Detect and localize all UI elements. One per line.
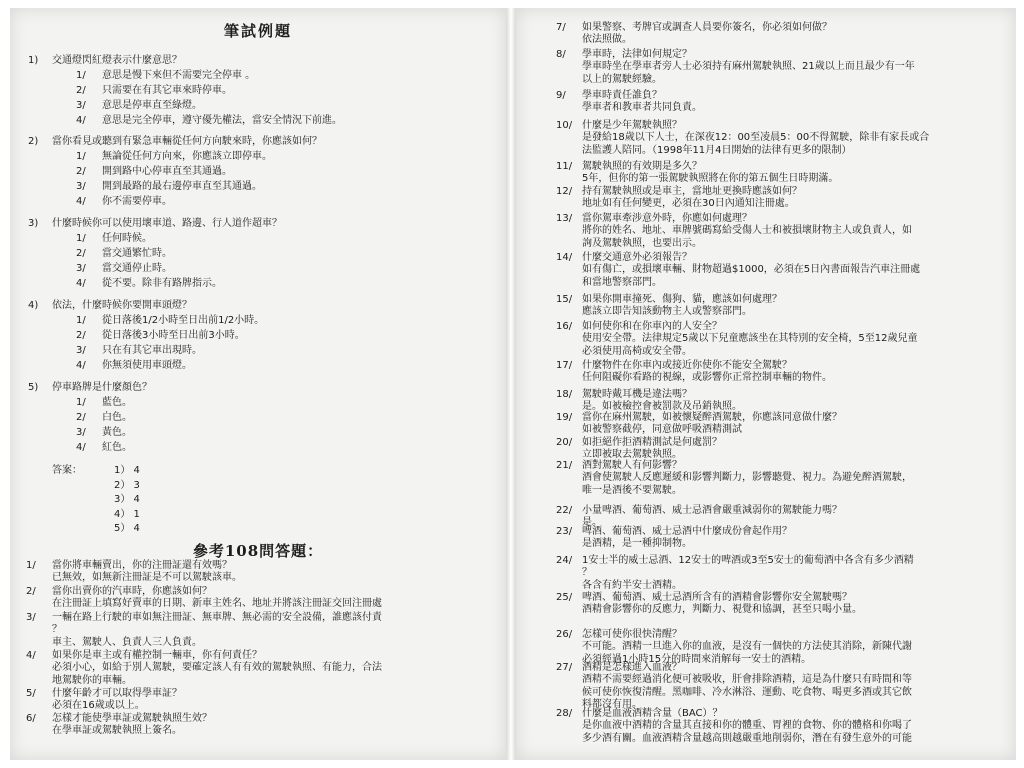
answer-row: 3） 4 — [114, 494, 140, 505]
answer-text: 和當地警察部門。 — [582, 276, 662, 288]
answer-text: 必須在16歲或以上。 — [52, 700, 145, 712]
option-number: 3/ — [76, 100, 86, 111]
answer-text: 車主、駕駛人、負責人三人負責。 — [52, 636, 202, 648]
question-number: 11/ — [556, 161, 573, 172]
question-number: 19/ — [556, 412, 573, 423]
question-number: 15/ — [556, 294, 573, 305]
answer-text: 地駕駛你的車輛。 — [52, 674, 132, 686]
option-number: 3/ — [76, 345, 86, 356]
question-text: 學車時，法律如何規定？ — [582, 49, 692, 60]
answer-text: 是你血液中酒精的含量其直接和你的體重、胃裡的食物、你的體格和你喝了 — [582, 720, 912, 732]
option-text: 開到最路的最右邊停車直至其通過。 — [102, 181, 262, 192]
answer-text: 使用安全帶。法律規定5歲以下兒童應該坐在其特別的安全椅，5至12歲兒童 — [582, 333, 918, 345]
answer-text: 候可使你恢復清醒。黑咖啡、冷水淋浴、運動、吃食物、喝更多酒或其它飲 — [582, 686, 912, 698]
answer-text: 5年，但你的第一張駕駛執照將在你的第五個生日時期滿。 — [582, 173, 839, 185]
question-block — [10, 298, 506, 373]
answer-text: 是酒精，是一種抑制物。 — [582, 538, 692, 550]
answer-text: 是發給18歲以下人士，在深夜12：00至凌晨5：00不得駕駛，除非有家長或合 — [582, 132, 930, 144]
page-title: 筆試例題 — [223, 22, 292, 40]
option-text: 意思是停車直至綠燈。 — [102, 100, 202, 111]
option-text: 只需要在有其它車來時停車。 — [102, 85, 232, 96]
question-text: 當你出賣你的汽車時，你應該如何？ — [52, 586, 212, 597]
answer-text: 多少酒有關。血液酒精含量越高則越嚴重地削弱你，潛在有發生意外的可能 — [582, 732, 912, 744]
answer-text: 酒精不需要經過消化便可被吸收，肝會排除酒精，這是為什麼只有時間和等 — [582, 674, 912, 686]
answer-text: 法監護人陪同。（1998年11月4日開始的法律有更多的限制） — [582, 144, 852, 156]
option-number: 4/ — [76, 196, 86, 207]
question-number: 6/ — [26, 713, 36, 724]
question-text: 依法，什麼時候你要開車頭燈？ — [52, 300, 192, 311]
question-number: 13/ — [556, 213, 573, 224]
question-number: 12/ — [556, 186, 573, 197]
option-number: 2/ — [76, 248, 86, 259]
answer-text: 依法照做。 — [582, 34, 632, 46]
question-number: 1) — [28, 55, 39, 66]
question-number: 5/ — [26, 688, 36, 699]
option-text: 當交通繁忙時。 — [102, 248, 172, 259]
question-text: 學車時責任誰負？ — [582, 90, 662, 101]
question-text: 駕駛時戴耳機是違法嗎？ — [582, 389, 692, 400]
option-text: 黃色。 — [102, 427, 132, 438]
answer-row: 5） 4 — [114, 523, 140, 534]
answer-row: 1） 4 — [114, 465, 140, 476]
answer-text: 不可能。酒精一旦進入你的血液，是沒有一個快的方法使其消除，新陳代謝 — [582, 641, 912, 653]
question-block — [10, 134, 506, 209]
question-number: 3) — [28, 218, 39, 229]
question-text: 酒對駕駛人有何影響？ — [582, 460, 682, 471]
question-text: 如果警察、考牌官或調查人員要你簽名，你必須如何做？ — [582, 22, 832, 33]
reference-title: 參考108問答題： — [192, 542, 324, 560]
question-text: 當你看見或聽到有緊急車輛從任何方向駛來時，你應該如何？ — [52, 136, 322, 147]
option-text: 從日落後3小時至日出前3小時。 — [102, 330, 245, 341]
option-text: 從不要。除非有路牌指示。 — [102, 278, 222, 289]
question-text: 1安士半的威士忌酒、12安士的啤酒或3至5安士的葡萄酒中各含有多少酒精 — [582, 555, 914, 566]
answer-text: 應該立即告知該動物主人或警察部門。 — [582, 306, 752, 318]
question-text: 如拒絕作拒酒精測試是何處罰？ — [582, 437, 722, 448]
option-text: 當交通停止時。 — [102, 263, 172, 274]
question-block — [10, 216, 506, 291]
option-number: 4/ — [76, 115, 86, 126]
answer-text: 酒會使駕駛人反應遲緩和影響判斷力，影響聽覺、視力。為避免醉酒駕駛， — [582, 472, 912, 484]
answer-text: ？ — [52, 624, 62, 636]
question-number: 1/ — [26, 560, 36, 571]
answer-text: 地址如有任何變更，必須在30日內通知注冊處。 — [582, 198, 795, 210]
option-text: 開到路中心停車直至其通過。 — [102, 166, 232, 177]
answer-text: 學車時坐在學車者旁人士必須持有麻州駕駛執照、21歲以上而且最少有一年 — [582, 61, 915, 73]
question-number: 10/ — [556, 120, 573, 131]
option-text: 意思是完全停車，遵守優先權法，當安全情況下前進。 — [102, 115, 342, 126]
question-text: 如果你開車撞死、傷狗、貓，應該如何處理？ — [582, 294, 782, 305]
option-number: 1/ — [76, 70, 86, 81]
option-text: 只在有其它車出現時。 — [102, 345, 202, 356]
question-text: 什麼年齡才可以取得學車証？ — [52, 688, 182, 699]
question-number: 4/ — [26, 650, 36, 661]
question-text: 一輛在路上行駛的車如無注冊証、無車牌、無必需的安全設備，誰應該付責 — [52, 612, 382, 623]
question-number: 7/ — [556, 22, 566, 33]
question-text: 如何使你和在你車內的人安全？ — [582, 321, 722, 332]
answer-text: 唯一是酒後不要駕駛。 — [582, 484, 682, 496]
book-gutter — [506, 8, 516, 760]
left-page — [10, 8, 506, 760]
answer-text: 將你的姓名、地址、車牌號碼寫給受傷人士和被損壞財物主人或負責人，如 — [582, 225, 912, 237]
question-number: 26/ — [556, 629, 573, 640]
question-number: 20/ — [556, 437, 573, 448]
option-text: 從日落後1/2小時至日出前1/2小時。 — [102, 315, 265, 326]
option-number: 4/ — [76, 278, 86, 289]
question-number: 2) — [28, 136, 39, 147]
question-number: 9/ — [556, 90, 566, 101]
question-number: 22/ — [556, 505, 573, 516]
answer-text: 任何阻礙你看路的視線，或影響你正常控制車輛的物件。 — [582, 372, 832, 384]
question-number: 8/ — [556, 49, 566, 60]
answer-text: 在注冊証上填寫好賣車的日期、新車主姓名、地址并將該注冊証交回注冊處 — [52, 598, 382, 610]
question-number: 4) — [28, 300, 39, 311]
option-number: 2/ — [76, 330, 86, 341]
question-text: 駕駛執照的有效期是多久？ — [582, 161, 702, 172]
answer-text: 詢及駕駛執照，也要出示。 — [582, 237, 702, 249]
option-number: 2/ — [76, 412, 86, 423]
option-text: 紅色。 — [102, 442, 132, 453]
answer-text: 學車者和教車者共同負責。 — [582, 102, 702, 114]
question-number: 16/ — [556, 321, 573, 332]
option-text: 無論從任何方向來，你應該立即停車。 — [102, 151, 272, 162]
question-text: 當你將車輛賣出，你的注冊証還有效嗎？ — [52, 560, 232, 571]
answer-text: 如有傷亡，或損壞車輛、財物超過$1000，必須在5日內書面報告汽車注冊處 — [582, 264, 921, 276]
question-text: 小量啤酒、葡萄酒、威士忌酒會嚴重減弱你的駕駛能力嗎？ — [582, 505, 842, 516]
answer-text: 必須經過1小時15分的時間來消解每一安士的酒精。 — [582, 653, 812, 665]
question-number: 28/ — [556, 708, 573, 719]
question-number: 18/ — [556, 389, 573, 400]
question-text: 什麼是血液酒精含量（BAC）？ — [582, 708, 723, 719]
answer-text: 立即被取去駕駛執照。 — [582, 449, 682, 461]
answer-text: 必須小心，如給于別人駕駛，要確定該人有有效的駕駛執照、有能力，合法 — [52, 662, 382, 674]
option-number: 3/ — [76, 181, 86, 192]
option-number: 4/ — [76, 360, 86, 371]
question-number: 24/ — [556, 555, 573, 566]
option-number: 1/ — [76, 151, 86, 162]
answer-text: 在學車証或駕駛執照上簽名。 — [52, 725, 182, 737]
answer-text: 是。如被檢控會被罰款及吊銷執照。 — [582, 401, 742, 413]
option-number: 1/ — [76, 315, 86, 326]
question-number: 2/ — [26, 586, 36, 597]
answer-row: 4） 1 — [114, 508, 140, 520]
answer-text: 各含有約半安士酒精。 — [582, 579, 682, 591]
question-block — [10, 380, 506, 455]
option-number: 1/ — [76, 233, 86, 244]
question-number: 5) — [28, 382, 39, 393]
question-text: 什麼時候你可以使用壞車道、路邊、行人道作超車？ — [52, 218, 282, 229]
answer-text: 料都沒有用。 — [582, 699, 642, 711]
answer-text: 如被警察截停，同意做呼吸酒精測試 — [582, 424, 742, 436]
question-text: 怎樣可使你很快清醒？ — [582, 629, 682, 640]
question-text: 什麼是少年駕駛執照？ — [582, 120, 682, 131]
option-text: 任何時候。 — [102, 233, 152, 244]
question-text: 什麼交通意外必須報告？ — [582, 252, 692, 263]
option-number: 3/ — [76, 263, 86, 274]
question-number: 17/ — [556, 360, 573, 371]
option-number: 2/ — [76, 166, 86, 177]
question-text: 酒精是怎樣進入血液？ — [582, 662, 682, 673]
question-text: 當你在麻州駕駛，如被懷疑醉酒駕駛，你應該同意做什麼？ — [582, 412, 842, 423]
option-number: 4/ — [76, 442, 86, 453]
right-page — [516, 8, 1016, 760]
option-text: 你無須使用車頭燈。 — [102, 360, 192, 371]
option-number: 1/ — [76, 397, 86, 408]
question-number: 21/ — [556, 460, 573, 471]
question-text: 什麼物件在你車內或接近你使你不能安全駕駛？ — [582, 360, 792, 371]
answer-text: 是。 — [582, 517, 602, 529]
answer-row: 2） 3 — [114, 479, 140, 491]
question-number: 14/ — [556, 252, 573, 263]
question-text: 怎樣才能使學車証或駕駛執照生效？ — [52, 713, 212, 724]
question-text: 停車路牌是什麼顏色？ — [52, 382, 152, 393]
answer-text: 以上的駕駛經驗。 — [582, 73, 662, 85]
question-text: 交通燈閃紅燈表示什麼意思？ — [52, 55, 182, 66]
question-text: 如果你是車主或有權控制一輛車，你有何責任？ — [52, 650, 262, 661]
question-text: 啤酒、葡萄酒、威士忌酒所含有的酒精會影響你安全駕駛嗎？ — [582, 592, 852, 603]
question-block — [10, 53, 506, 128]
option-number: 3/ — [76, 427, 86, 438]
option-number: 2/ — [76, 85, 86, 96]
answer-text: 必須使用高椅或安全帶。 — [582, 345, 692, 357]
question-number: 27/ — [556, 662, 573, 673]
question-text: 持有駕駛執照或是車主，當地址更換時應該如何？ — [582, 186, 802, 197]
answer-label: 答案： — [52, 465, 82, 476]
answer-text: 酒精會影響你的反應力，判斷力、視覺和協調，甚至只喝小量。 — [582, 604, 862, 616]
question-text: 當你駕車牽涉意外時，你應如何處理？ — [582, 213, 752, 224]
answer-text: ？ — [582, 567, 592, 579]
answer-text: 已無效，如無新注冊証是不可以駕駛該車。 — [52, 572, 242, 584]
option-text: 意思是慢下來但不需要完全停車 。 — [102, 70, 256, 81]
question-number: 3/ — [26, 612, 36, 623]
option-text: 你不需要停車。 — [102, 196, 172, 207]
option-text: 白色。 — [102, 412, 132, 423]
question-text: 啤酒、葡萄酒、威士忌酒中什麼成份會起作用？ — [582, 526, 792, 537]
question-number: 23/ — [556, 526, 573, 537]
question-number: 25/ — [556, 592, 573, 603]
option-text: 藍色。 — [102, 397, 132, 408]
